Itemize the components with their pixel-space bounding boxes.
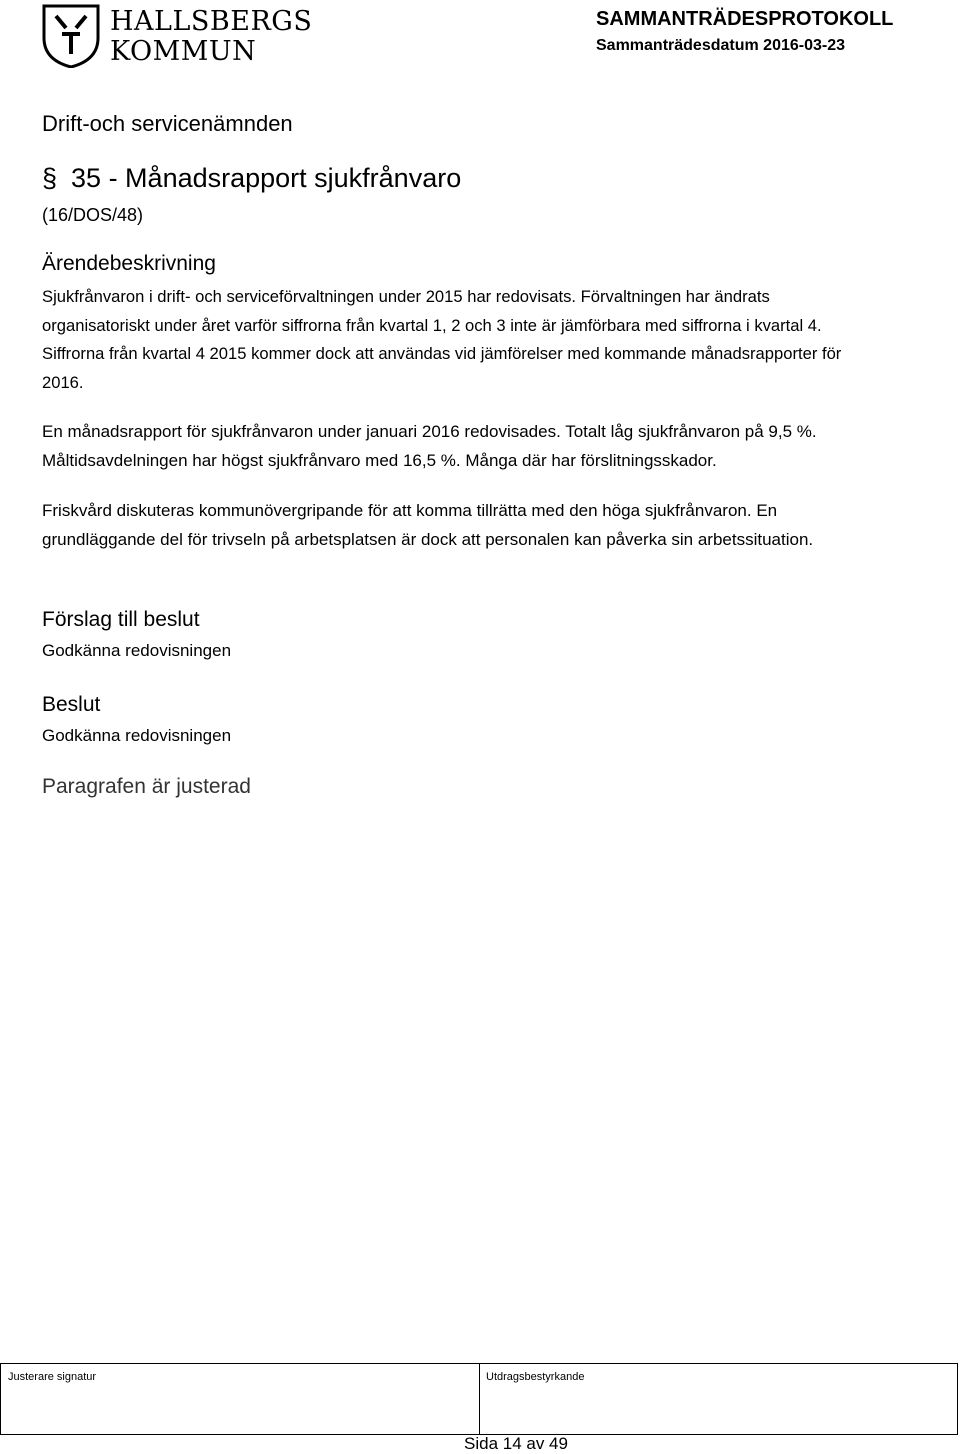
description-heading: Ärendebeskrivning bbox=[42, 252, 216, 275]
description-paragraph-1: Sjukfrånvaron i drift- och serviceförvaltningen under 2015 har redovisats. Förvaltningen har ändrats organisatoriskt under året varför siffrorna från kvartal 1, 2 och 3 inte är jämförbara med siffrorna i kvartal 4. Siffrorna från kvartal 4 2015 kommer dock att användas vid jämförelser med kommande månadsrapporter för 2016. bbox=[42, 287, 842, 392]
proposal-heading: Förslag till beslut bbox=[42, 608, 200, 631]
document-type: SAMMANTRÄDESPROTOKOLL bbox=[596, 8, 894, 30]
org-name-line1: HALLSBERGS bbox=[110, 6, 313, 37]
meeting-date: Sammanträdesdatum 2016-03-23 bbox=[596, 37, 846, 54]
signature-divider bbox=[479, 1363, 480, 1435]
section-title bbox=[42, 163, 461, 194]
org-name-line2: KOMMUN bbox=[110, 36, 257, 67]
section-title-text: 35 - Månadsrapport sjukfrånvaro bbox=[71, 163, 462, 193]
description-paragraph-3: Friskvård diskuteras kommunövergripande för att komma tillrätta med den höga sjukfrånvaron. En grundläggande del för trivseln på arbetsplatsen är dock att personalen kan påverka sin arbetssituation. bbox=[42, 501, 814, 549]
proposal-text: Godkänna redovisningen bbox=[42, 641, 232, 660]
decision-text: Godkänna redovisningen bbox=[42, 726, 232, 745]
extract-certifier-label: Utdragsbestyrkande bbox=[486, 1371, 585, 1383]
coat-of-arms-icon bbox=[44, 6, 98, 67]
description-paragraph-2: En månadsrapport för sjukfrånvaron under januari 2016 redovisades. Totalt låg sjukfrånvaron på 9,5 %. Måltidsavdelningen har högst sjukfrånvaro med 16,5 %. Många där har förslitningsskador. bbox=[42, 422, 817, 470]
adjuster-signature-label: Justerare signatur bbox=[8, 1371, 97, 1383]
section-symbol: § bbox=[42, 163, 58, 193]
adjusted-note: Paragrafen är justerad bbox=[42, 775, 251, 798]
page-indicator: Sida 14 av 49 bbox=[464, 1434, 568, 1453]
decision-heading: Beslut bbox=[42, 693, 101, 716]
board-name: Drift-och servicenämnden bbox=[42, 111, 293, 136]
case-number: (16/DOS/48) bbox=[42, 205, 144, 225]
